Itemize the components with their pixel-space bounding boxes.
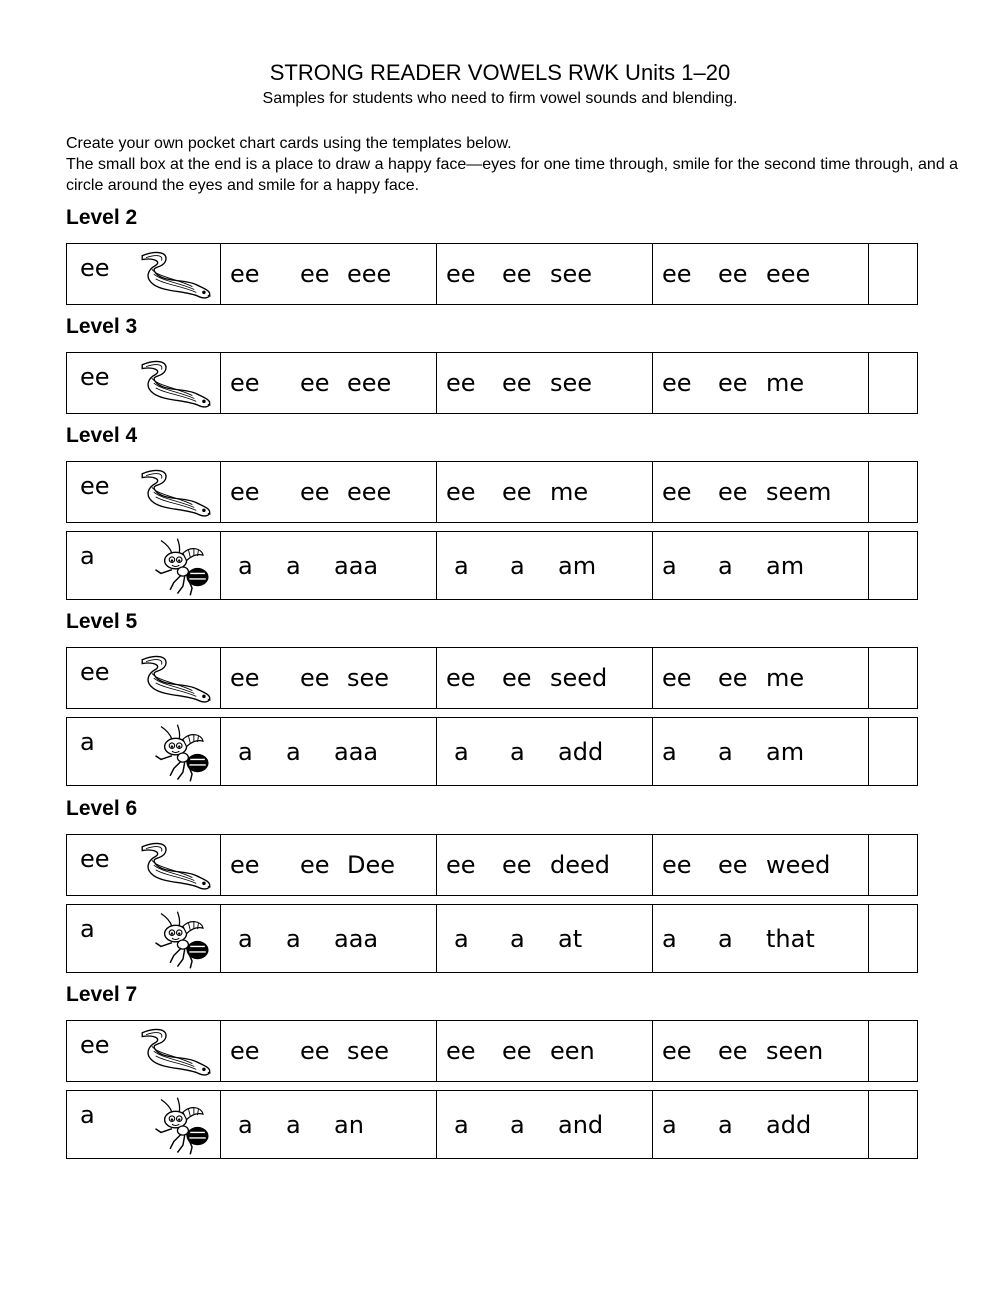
word: am xyxy=(766,737,805,766)
word-cell xyxy=(653,1091,869,1158)
word: add xyxy=(558,737,604,766)
word: eee xyxy=(766,260,811,288)
word: ee xyxy=(662,851,692,879)
word-group xyxy=(238,925,378,953)
word: ee xyxy=(662,664,692,692)
word: aaa xyxy=(334,737,379,766)
word-cell xyxy=(653,648,869,708)
word-group xyxy=(446,851,610,879)
word-group xyxy=(662,664,804,692)
word: a xyxy=(662,551,677,580)
word: ee xyxy=(446,851,476,879)
word: seed xyxy=(550,664,608,692)
word: weed xyxy=(766,851,831,879)
word: ee xyxy=(446,478,476,506)
word-cell xyxy=(221,648,437,708)
level-heading: Level 2 xyxy=(66,206,138,229)
vowel-label: a xyxy=(80,1101,95,1129)
word-group xyxy=(230,260,391,288)
ant-icon xyxy=(150,909,214,976)
word: eee xyxy=(347,478,392,506)
word: a xyxy=(454,924,469,953)
word-cell xyxy=(221,1091,437,1158)
word: a xyxy=(286,551,301,580)
word-group xyxy=(238,552,378,580)
word: a xyxy=(454,737,469,766)
word-cell xyxy=(653,532,869,599)
word: ee xyxy=(230,369,260,397)
vowel-label: ee xyxy=(80,363,110,391)
word: a xyxy=(238,737,253,766)
word: seen xyxy=(766,1037,824,1065)
word-group xyxy=(662,925,815,953)
word: ee xyxy=(300,260,330,288)
word: ee xyxy=(446,1037,476,1065)
word: a xyxy=(238,1110,253,1139)
word: am xyxy=(558,551,597,580)
word-group xyxy=(446,369,592,397)
word: a xyxy=(662,1110,677,1139)
word: Dee xyxy=(347,851,396,879)
word-group xyxy=(230,664,389,692)
word-group xyxy=(662,1111,811,1139)
word: ee xyxy=(300,1037,330,1065)
word: seem xyxy=(766,478,832,506)
pocket-chart-card xyxy=(66,904,918,973)
word: an xyxy=(334,1110,364,1139)
word: ee xyxy=(718,478,748,506)
word: ee xyxy=(446,664,476,692)
word-group xyxy=(662,738,804,766)
vowel-label: a xyxy=(80,542,95,570)
word-cell xyxy=(437,718,653,785)
word: me xyxy=(550,478,589,506)
word-cell xyxy=(437,905,653,972)
word: ee xyxy=(662,260,692,288)
word: am xyxy=(766,551,805,580)
word: ee xyxy=(502,851,532,879)
vowel-label: ee xyxy=(80,845,110,873)
word-group xyxy=(230,851,395,879)
happy-face-box xyxy=(869,905,917,972)
level-heading: Level 3 xyxy=(66,315,138,338)
happy-face-box xyxy=(869,1021,917,1081)
word: ee xyxy=(300,851,330,879)
word: ee xyxy=(230,664,260,692)
word: at xyxy=(558,924,583,953)
word: een xyxy=(550,1037,595,1065)
word-cell xyxy=(437,648,653,708)
happy-face-box xyxy=(869,244,917,304)
word-group xyxy=(662,1037,823,1065)
word: a xyxy=(718,1110,733,1139)
pocket-chart-card xyxy=(66,243,918,305)
word: a xyxy=(718,551,733,580)
word-cell xyxy=(221,532,437,599)
word: ee xyxy=(718,851,748,879)
word-cell xyxy=(437,1021,653,1081)
word: ee xyxy=(502,478,532,506)
ant-icon xyxy=(150,1095,214,1162)
word: add xyxy=(766,1110,812,1139)
word: ee xyxy=(502,1037,532,1065)
eel-icon xyxy=(136,248,214,307)
word: see xyxy=(550,260,593,288)
pocket-chart-card xyxy=(66,352,918,414)
vowel-picture-cell xyxy=(67,718,221,785)
vowel-label: ee xyxy=(80,254,110,282)
word-cell xyxy=(653,244,869,304)
word-group xyxy=(446,478,588,506)
pocket-chart-card xyxy=(66,531,918,600)
word: me xyxy=(766,369,805,397)
pocket-chart-card xyxy=(66,1020,918,1082)
word-cell xyxy=(437,462,653,522)
word: a xyxy=(510,737,525,766)
level-heading: Level 6 xyxy=(66,797,138,820)
word-group xyxy=(230,1037,389,1065)
word-group xyxy=(230,369,391,397)
word: a xyxy=(510,551,525,580)
word: ee xyxy=(718,1037,748,1065)
word-cell xyxy=(437,532,653,599)
word-cell xyxy=(437,244,653,304)
word-group xyxy=(454,1111,603,1139)
vowel-label: ee xyxy=(80,472,110,500)
word: ee xyxy=(718,369,748,397)
word-cell xyxy=(221,1021,437,1081)
word: aaa xyxy=(334,551,379,580)
word: ee xyxy=(300,369,330,397)
vowel-picture-cell xyxy=(67,353,221,413)
word-cell xyxy=(653,462,869,522)
word: a xyxy=(454,551,469,580)
word: a xyxy=(286,1110,301,1139)
word: a xyxy=(238,551,253,580)
vowel-picture-cell xyxy=(67,1021,221,1081)
word-group xyxy=(230,478,391,506)
page-title: STRONG READER VOWELS RWK Units 1–20 xyxy=(269,60,731,85)
vowel-picture-cell xyxy=(67,462,221,522)
vowel-label: a xyxy=(80,915,95,943)
word-group xyxy=(662,369,804,397)
word: eee xyxy=(347,260,392,288)
word: ee xyxy=(300,478,330,506)
word: ee xyxy=(230,851,260,879)
word: eee xyxy=(347,369,392,397)
word: ee xyxy=(446,260,476,288)
word: ee xyxy=(502,369,532,397)
word-group xyxy=(446,664,607,692)
level-heading: Level 4 xyxy=(66,424,138,447)
word: ee xyxy=(662,369,692,397)
word-cell xyxy=(221,353,437,413)
eel-icon xyxy=(136,1025,214,1084)
word-group xyxy=(454,738,603,766)
word: see xyxy=(347,664,390,692)
word: a xyxy=(662,924,677,953)
word: ee xyxy=(230,1037,260,1065)
pocket-chart-card xyxy=(66,717,918,786)
word-group xyxy=(662,260,810,288)
word: see xyxy=(347,1037,390,1065)
word-cell xyxy=(221,718,437,785)
word: a xyxy=(286,924,301,953)
eel-icon xyxy=(136,652,214,711)
word-cell xyxy=(437,835,653,895)
word-group xyxy=(662,552,804,580)
word: ee xyxy=(718,260,748,288)
pocket-chart-card xyxy=(66,461,918,523)
vowel-label: ee xyxy=(80,658,110,686)
word: a xyxy=(510,1110,525,1139)
happy-face-box xyxy=(869,648,917,708)
instruction-line: The small box at the end is a place to draw a happy face—eyes for one time through, smile for the second time through, and a circle around the eyes and smile for a happy face. xyxy=(66,156,959,194)
word-group xyxy=(454,552,596,580)
word: a xyxy=(238,924,253,953)
vowel-label: a xyxy=(80,728,95,756)
happy-face-box xyxy=(869,532,917,599)
level-heading: Level 5 xyxy=(66,610,138,633)
word: ee xyxy=(230,260,260,288)
vowel-picture-cell xyxy=(67,835,221,895)
happy-face-box xyxy=(869,1091,917,1158)
word-cell xyxy=(221,462,437,522)
vowel-picture-cell xyxy=(67,532,221,599)
word-cell xyxy=(221,835,437,895)
word: a xyxy=(718,737,733,766)
word: a xyxy=(718,924,733,953)
word-group xyxy=(238,738,378,766)
word: ee xyxy=(230,478,260,506)
ant-icon xyxy=(150,722,214,789)
happy-face-box xyxy=(869,462,917,522)
word: a xyxy=(662,737,677,766)
word-cell xyxy=(653,353,869,413)
happy-face-box xyxy=(869,353,917,413)
word: and xyxy=(558,1110,604,1139)
word: ee xyxy=(502,664,532,692)
word: that xyxy=(766,924,815,953)
word-cell xyxy=(437,1091,653,1158)
word: me xyxy=(766,664,805,692)
word: ee xyxy=(662,478,692,506)
pocket-chart-card xyxy=(66,834,918,896)
word: a xyxy=(510,924,525,953)
instructions xyxy=(66,133,966,196)
vowel-picture-cell xyxy=(67,244,221,304)
happy-face-box xyxy=(869,835,917,895)
word-cell xyxy=(653,718,869,785)
word-group xyxy=(446,260,592,288)
word: deed xyxy=(550,851,610,879)
page-subtitle: Samples for students who need to firm vowel sounds and blending. xyxy=(262,90,738,107)
vowel-label: ee xyxy=(80,1031,110,1059)
vowel-picture-cell xyxy=(67,648,221,708)
word: ee xyxy=(446,369,476,397)
ant-icon xyxy=(150,536,214,603)
word: see xyxy=(550,369,593,397)
word: a xyxy=(286,737,301,766)
word-group xyxy=(454,925,582,953)
eel-icon xyxy=(136,357,214,416)
word-cell xyxy=(221,244,437,304)
pocket-chart-card xyxy=(66,647,918,709)
word: ee xyxy=(662,1037,692,1065)
instruction-line: Create your own pocket chart cards using the templates below. xyxy=(66,135,512,152)
vowel-picture-cell xyxy=(67,1091,221,1158)
word: ee xyxy=(502,260,532,288)
word-group xyxy=(662,851,830,879)
happy-face-box xyxy=(869,718,917,785)
word: ee xyxy=(300,664,330,692)
word: aaa xyxy=(334,924,379,953)
eel-icon xyxy=(136,466,214,525)
word-cell xyxy=(653,905,869,972)
vowel-picture-cell xyxy=(67,905,221,972)
pocket-chart-card xyxy=(66,1090,918,1159)
word: ee xyxy=(718,664,748,692)
word-group xyxy=(662,478,831,506)
word-cell xyxy=(653,1021,869,1081)
level-heading: Level 7 xyxy=(66,983,138,1006)
word-cell xyxy=(437,353,653,413)
eel-icon xyxy=(136,839,214,898)
word-group xyxy=(238,1111,364,1139)
word-cell xyxy=(221,905,437,972)
word: a xyxy=(454,1110,469,1139)
word-cell xyxy=(653,835,869,895)
word-group xyxy=(446,1037,595,1065)
